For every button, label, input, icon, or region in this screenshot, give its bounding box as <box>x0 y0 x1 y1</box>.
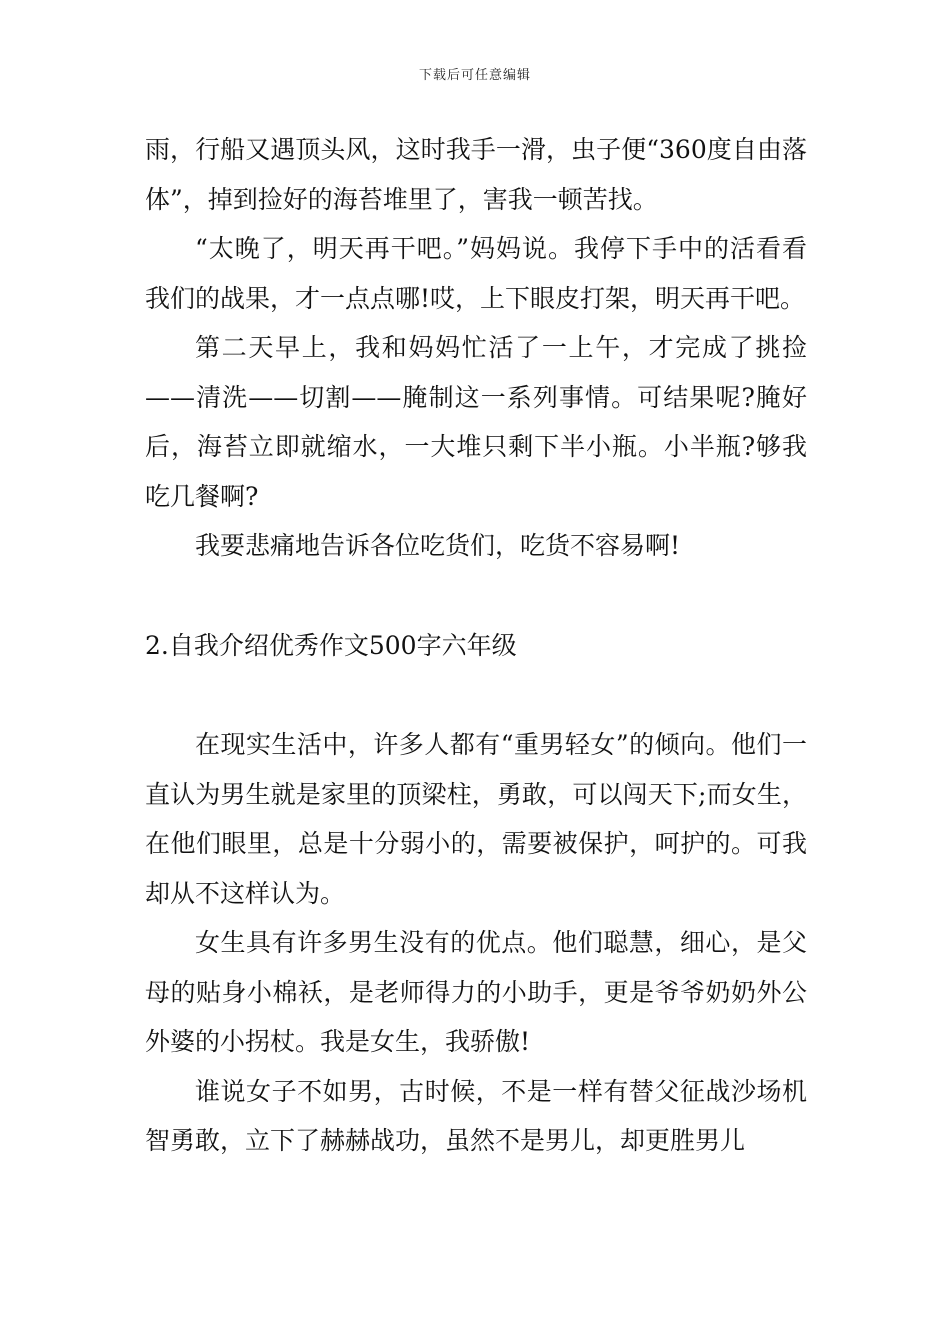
document-body <box>145 125 807 1166</box>
section-title: 2.自我介绍优秀作文500字六年级 <box>145 630 517 660</box>
paragraph: 女生具有许多男生没有的优点。他们聪慧，细心，是父母的贴身小棉袄，是老师得力的小助手，更是爷爷奶奶外公外婆的小拐杖。我是女生，我骄傲! <box>145 928 807 1056</box>
paragraph: 谁说女子不如男，古时候，不是一样有替父征战沙场机智勇敢，立下了赫赫战功，虽然不是男儿，却更胜男儿 <box>145 1076 807 1155</box>
paragraph-continuation: 雨，行船又遇顶头风，这时我手一滑，虫子便“360度自由落体”，掉到捡好的海苔堆里了，害我一顿苦找。 <box>145 135 807 214</box>
paragraph: 在现实生活中，许多人都有“重男轻女”的倾向。他们一直认为男生就是家里的顶梁柱，勇敢，可以闯天下;而女生，在他们眼里，总是十分弱小的，需要被保护，呵护的。可我却从不这样认为。 <box>145 730 807 908</box>
paragraph: 第二天早上，我和妈妈忙活了一上午，才完成了挑捡——清洗——切割——腌制这一系列事情。可结果呢?腌好后，海苔立即就缩水，一大堆只剩下半小瓶。小半瓶?够我吃几餐啊? <box>145 333 807 511</box>
page-header: 下载后可任意编辑 <box>418 68 531 83</box>
paragraph: 我要悲痛地告诉各位吃货们，吃货不容易啊! <box>195 531 681 560</box>
paragraph: “太晚了，明天再干吧。”妈妈说。我停下手中的活看看我们的战果，才一点点哪!哎，上下眼皮打架，明天再干吧。 <box>145 234 807 313</box>
